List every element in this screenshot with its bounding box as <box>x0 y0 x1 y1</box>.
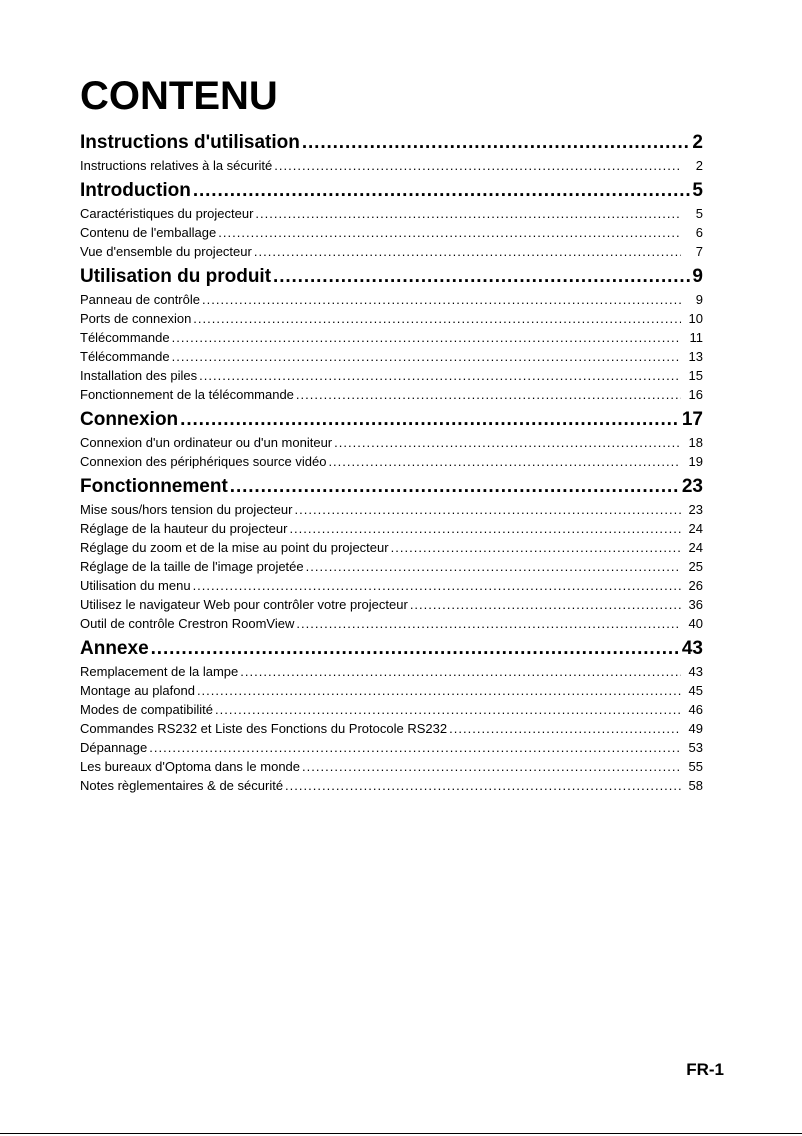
entry-title: Dépannage <box>80 740 148 755</box>
toc-entry[interactable] <box>80 614 703 633</box>
entry-page-number: 7 <box>695 244 703 259</box>
toc-entry[interactable] <box>80 366 703 385</box>
entry-page-number: 53 <box>688 740 703 755</box>
entry-title: Vue d'ensemble du projecteur <box>80 244 252 259</box>
dot-leader <box>180 407 680 433</box>
entry-title: Contenu de l'emballage <box>80 225 217 240</box>
toc-section[interactable] <box>80 264 703 290</box>
section-title: Annexe <box>80 638 149 659</box>
dot-leader <box>296 385 681 404</box>
dot-leader <box>172 347 681 366</box>
toc-entry[interactable] <box>80 223 703 242</box>
table-of-contents <box>80 130 703 795</box>
entry-page-number: 43 <box>688 664 703 679</box>
toc-section[interactable] <box>80 130 703 156</box>
section-page-number: 9 <box>692 266 703 287</box>
dot-leader <box>296 614 681 633</box>
section-page-number: 5 <box>692 180 703 201</box>
toc-entry[interactable] <box>80 738 703 757</box>
entry-page-number: 24 <box>688 521 703 536</box>
dot-leader <box>199 366 681 385</box>
dot-leader <box>391 538 681 557</box>
toc-entry[interactable] <box>80 242 703 261</box>
dot-leader <box>240 662 681 681</box>
dot-leader <box>302 757 681 776</box>
dot-leader <box>334 433 681 452</box>
toc-entry[interactable] <box>80 700 703 719</box>
entry-page-number: 13 <box>688 349 703 364</box>
entry-title: Remplacement de la lampe <box>80 664 239 679</box>
dot-leader <box>285 776 681 795</box>
entry-page-number: 24 <box>688 540 703 555</box>
section-title: Connexion <box>80 409 179 430</box>
entry-page-number: 15 <box>688 368 703 383</box>
entry-title: Connexion d'un ordinateur ou d'un moniteur <box>80 435 333 450</box>
entry-title: Connexion des périphériques source vidéo <box>80 454 327 469</box>
entry-title: Outil de contrôle Crestron RoomView <box>80 616 295 631</box>
toc-entry[interactable] <box>80 290 703 309</box>
entry-title: Installation des piles <box>80 368 198 383</box>
toc-entry[interactable] <box>80 328 703 347</box>
toc-entry[interactable] <box>80 538 703 557</box>
dot-leader <box>273 264 690 290</box>
entry-title: Télécommande <box>80 330 170 345</box>
entry-page-number: 49 <box>688 721 703 736</box>
entry-title: Réglage de la taille de l'image projetée <box>80 559 304 574</box>
dot-leader <box>218 223 681 242</box>
entry-page-number: 10 <box>688 311 703 326</box>
toc-section[interactable] <box>80 407 703 433</box>
dot-leader <box>306 557 681 576</box>
entry-title: Caractéristiques du projecteur <box>80 206 254 221</box>
toc-entry[interactable] <box>80 204 703 223</box>
entry-page-number: 45 <box>688 683 703 698</box>
entry-title: Réglage de la hauteur du projecteur <box>80 521 288 536</box>
toc-entry[interactable] <box>80 776 703 795</box>
entry-title: Télécommande <box>80 349 170 364</box>
section-page-number: 2 <box>692 132 703 153</box>
entry-page-number: 19 <box>688 454 703 469</box>
dot-leader <box>151 636 680 662</box>
entry-page-number: 36 <box>688 597 703 612</box>
entry-title: Panneau de contrôle <box>80 292 200 307</box>
section-page-number: 17 <box>681 409 703 430</box>
entry-page-number: 46 <box>688 702 703 717</box>
section-page-number: 23 <box>681 476 703 497</box>
entry-page-number: 16 <box>688 387 703 402</box>
dot-leader <box>294 500 681 519</box>
section-page-number: 43 <box>681 638 703 659</box>
entry-title: Utilisez le navigateur Web pour contrôler votre projecteur <box>80 597 408 612</box>
dot-leader <box>328 452 681 471</box>
dot-leader <box>274 156 681 175</box>
toc-entry[interactable] <box>80 347 703 366</box>
entry-title: Utilisation du menu <box>80 578 191 593</box>
entry-title: Instructions relatives à la sécurité <box>80 158 273 173</box>
dot-leader <box>289 519 681 538</box>
toc-entry[interactable] <box>80 156 703 175</box>
dot-leader <box>193 576 681 595</box>
entry-page-number: 25 <box>688 559 703 574</box>
entry-page-number: 18 <box>688 435 703 450</box>
page-number-footer: FR-1 <box>686 1060 724 1079</box>
dot-leader <box>202 290 681 309</box>
entry-page-number: 55 <box>688 759 703 774</box>
section-title: Instructions d'utilisation <box>80 132 300 153</box>
toc-entry[interactable] <box>80 757 703 776</box>
toc-entry[interactable] <box>80 719 703 738</box>
dot-leader <box>193 178 691 204</box>
dot-leader <box>410 595 681 614</box>
entry-page-number: 26 <box>688 578 703 593</box>
entry-page-number: 40 <box>688 616 703 631</box>
toc-entry[interactable] <box>80 519 703 538</box>
section-title: Introduction <box>80 180 191 201</box>
dot-leader <box>302 130 691 156</box>
dot-leader <box>197 681 681 700</box>
dot-leader <box>149 738 681 757</box>
dot-leader <box>254 242 681 261</box>
entry-page-number: 11 <box>689 330 703 345</box>
entry-page-number: 23 <box>688 502 703 517</box>
entry-title: Réglage du zoom et de la mise au point du projecteur <box>80 540 389 555</box>
entry-page-number: 9 <box>695 292 703 307</box>
dot-leader <box>449 719 681 738</box>
toc-entry[interactable] <box>80 309 703 328</box>
section-title: Fonctionnement <box>80 476 228 497</box>
section-title: Utilisation du produit <box>80 266 272 287</box>
dot-leader <box>193 309 681 328</box>
entry-title: Notes règlementaires & de sécurité <box>80 778 284 793</box>
dot-leader <box>255 204 681 223</box>
toc-section[interactable] <box>80 474 703 500</box>
entry-page-number: 58 <box>688 778 703 793</box>
toc-entry[interactable] <box>80 557 703 576</box>
entry-page-number: 6 <box>695 225 703 240</box>
entry-title: Ports de connexion <box>80 311 192 326</box>
entry-title: Mise sous/hors tension du projecteur <box>80 502 293 517</box>
entry-title: Montage au plafond <box>80 683 195 698</box>
toc-entry[interactable] <box>80 433 703 452</box>
toc-entry[interactable] <box>80 662 703 681</box>
toc-entry[interactable] <box>80 576 703 595</box>
toc-entry[interactable] <box>80 500 703 519</box>
entry-title: Les bureaux d'Optoma dans le monde <box>80 759 301 774</box>
entry-title: Commandes RS232 et Liste des Fonctions du Protocole RS232 <box>80 721 448 736</box>
page-title: CONTENU <box>80 74 278 118</box>
entry-page-number: 2 <box>695 158 703 173</box>
toc-entry[interactable] <box>80 452 703 471</box>
entry-title: Fonctionnement de la télécommande <box>80 387 294 402</box>
toc-entry[interactable] <box>80 681 703 700</box>
toc-section[interactable] <box>80 636 703 662</box>
toc-entry[interactable] <box>80 595 703 614</box>
bottom-rule <box>0 1133 802 1134</box>
dot-leader <box>172 328 681 347</box>
entry-page-number: 5 <box>695 206 703 221</box>
dot-leader <box>230 474 680 500</box>
entry-title: Modes de compatibilité <box>80 702 213 717</box>
dot-leader <box>215 700 681 719</box>
toc-section[interactable] <box>80 178 703 204</box>
toc-entry[interactable] <box>80 385 703 404</box>
